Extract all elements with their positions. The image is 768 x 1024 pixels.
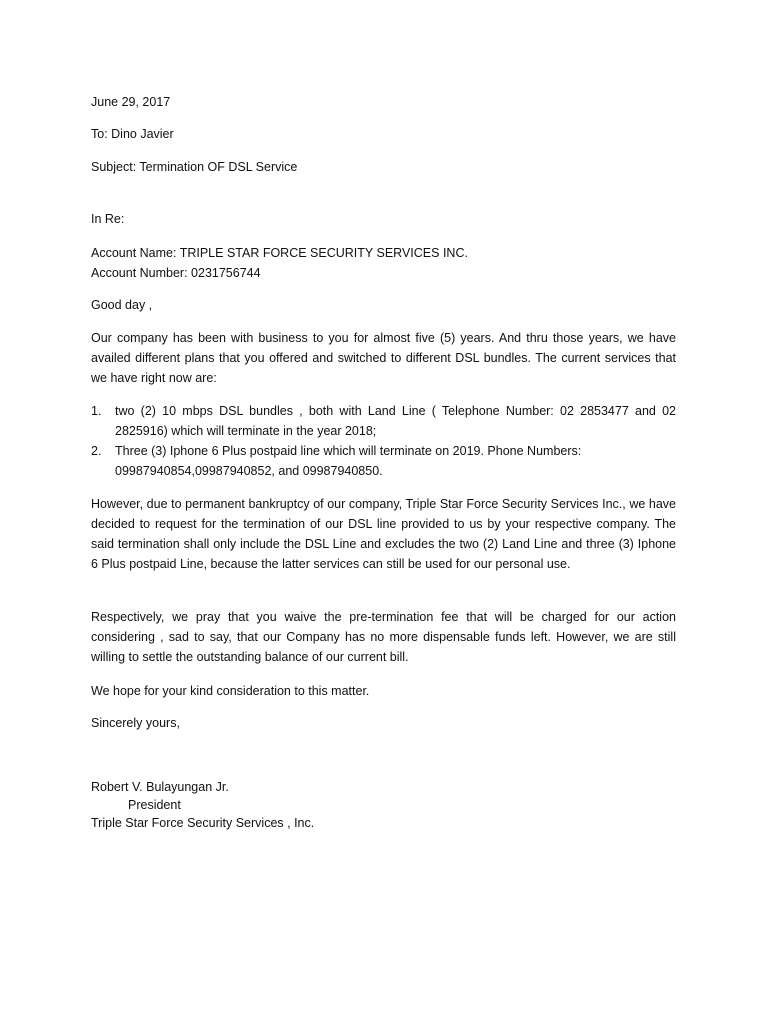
list-item [91,441,676,481]
closing: Sincerely yours, [91,716,180,730]
in-re-label: In Re: [91,212,125,226]
list-item-text: Three (3) Iphone 6 Plus postpaid line which will terminate on 2019. Phone Numbers: 09987940854,09987940852, and 09987940850. [115,444,582,478]
signer-name: Robert V. Bulayungan Jr. [91,780,229,794]
account-name: Account Name: TRIPLE STAR FORCE SECURITY SERVICES INC. [91,246,468,260]
list-item-text: two (2) 10 mbps DSL bundles , both with Land Line ( Telephone Number: 02 2853477 and 02 2825916) which will terminate in the year 2018; [115,404,676,438]
paragraph-bankruptcy: However, due to permanent bankruptcy of our company, Triple Star Force Security Services Inc., we have decided to request for the termination of our DSL line provided to us by your respective company. The said termination shall only include the DSL Line and excludes the two (2) Land Line and three (3) Iphone 6 Plus postpaid Line, because the latter services can still be used for our personal use. [91,497,676,571]
paragraph-intro: Our company has been with business to you for almost five (5) years. And thru those years, we have availed different plans that you offered and switched to different DSL bundles. The current services that we have right now are: [91,331,676,385]
services-list [91,401,676,481]
subject-line: Subject: Termination OF DSL Service [91,160,298,174]
greeting: Good day , [91,298,153,312]
account-number: Account Number: 0231756744 [91,266,261,280]
signer-title: President [128,798,181,812]
paragraph-waiver: Respectively, we pray that you waive the pre-termination fee that will be charged for our action considering , sad to say, that our Company has no more dispensable funds left. However, we are still willing to settle the outstanding balance of our current bill. [91,610,676,664]
list-item [91,401,676,441]
signer-company: Triple Star Force Security Services , Inc. [91,816,315,830]
paragraph-consideration: We hope for your kind consideration to this matter. [91,684,370,698]
letter-date: June 29, 2017 [91,95,171,109]
list-item-number: 1. [91,404,102,418]
list-item-number: 2. [91,444,102,458]
signature-block [91,778,676,832]
recipient-line: To: Dino Javier [91,127,174,141]
